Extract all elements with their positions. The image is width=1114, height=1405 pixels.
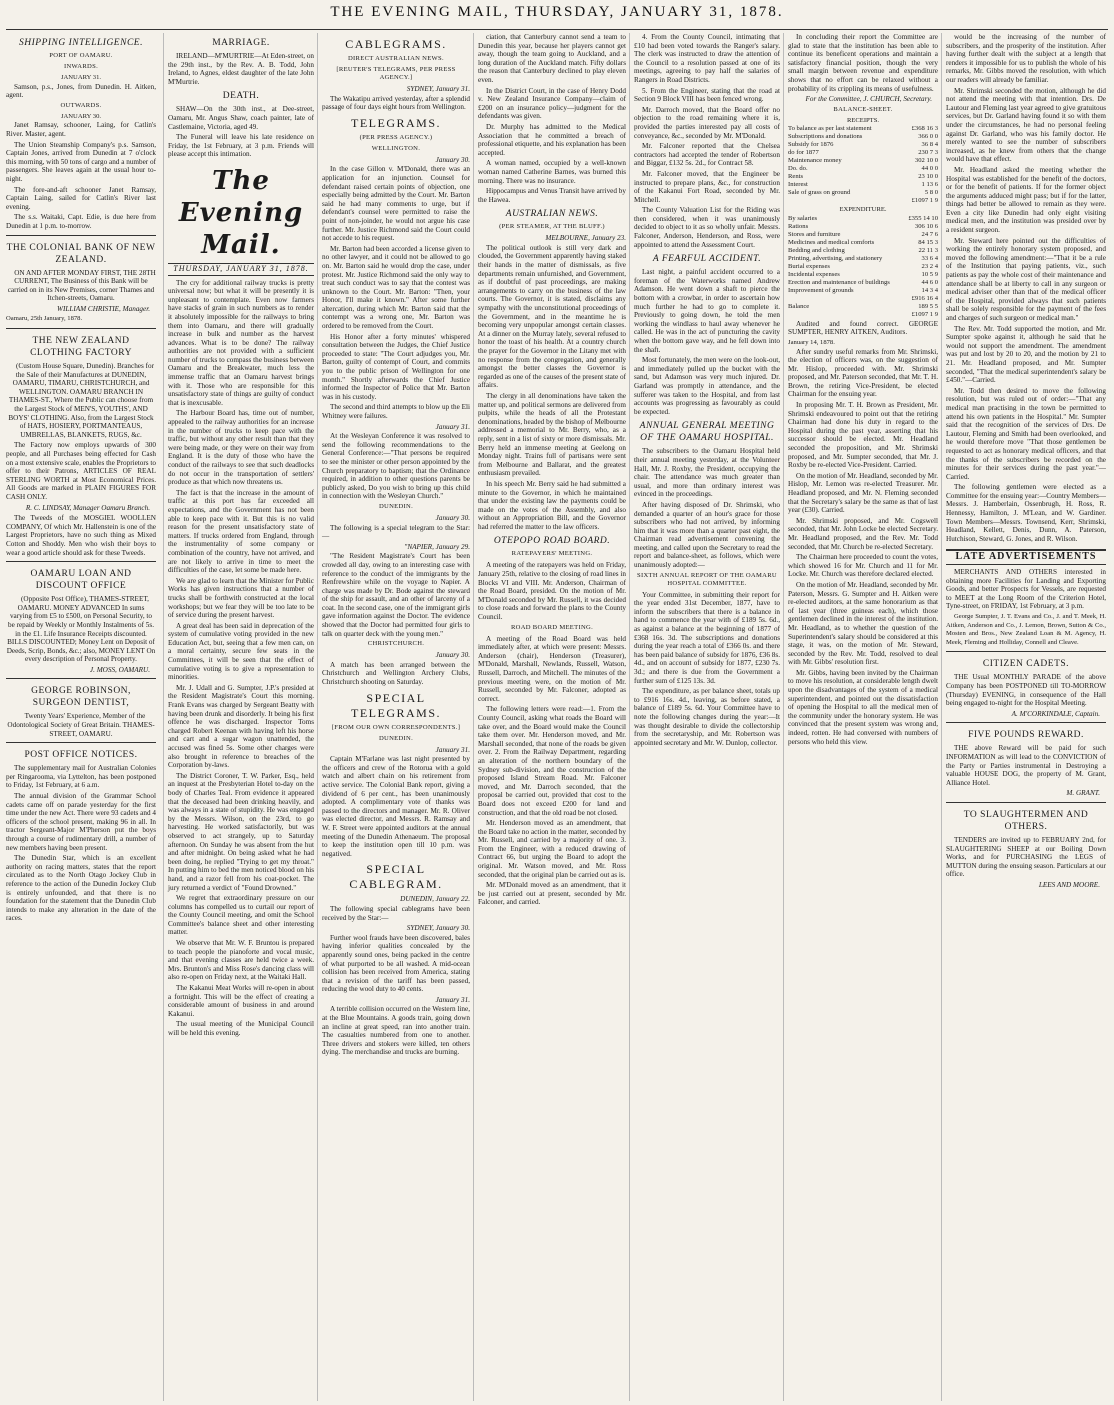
- port-heading: PORT OF OAMARU.: [49, 52, 113, 59]
- clergy-text: The clergy in all denominations have taken the matter up, and political sermons are delivered from pulpits, while the heads of all the Protestant denominations, headed by the bishop of Melbourne addressed a memorial to Mr. Berry, who, as a reply, sent in a list of sixty or more dismissals. Mr. Berry held an immense meeting at Geelong on Monday night. Trains full of partisans were sent from Melbourne and Ballarat, and the greatest enthusiasm prevailed.: [478, 391, 626, 478]
- receipts-row: [788, 189, 938, 197]
- hawea-text: Hippocampus and Venus Transit have arrived by the Hawea.: [478, 187, 626, 204]
- expenditure-item: Stores and furniture: [788, 230, 841, 238]
- funeral-text: The Funeral will leave his late residence on Friday, the 1st February, at 3 p.m. Friends will please accept this intimation.: [168, 133, 314, 159]
- meeting-text-4: Mr. Shrimski proposed, and Mr. Cogswell seconded, that Mr. John Locke be elected Secretary. Mr. Headland proposed, and the Rev. Mr. Todd seconded, that Mr. Church be re-elected Secretary.: [788, 516, 938, 551]
- expenditure-amount: 10 5 9: [921, 270, 938, 278]
- waitaki-text: The s.s. Waitaki, Capt. Edie, is due here from Dunedin at 1 p.m. to-morrow.: [6, 213, 156, 230]
- grammar-text: The annual division of the Grammar School cadets came off on parade yesterday for the first time under the new Act. There were 93 cadets and 4 officers of the school present, making 96 in all. In tractor Sergeant-Major M'Pherson put the boys through a course of rudimentary drill, a number of new members having been present.: [6, 792, 156, 852]
- receipts-amount: 36 8 4: [921, 141, 938, 149]
- special-cablegram-heading: SPECIAL CABLEGRAM.: [349, 862, 443, 892]
- expenditure-row: [788, 247, 938, 255]
- continuation-text-7: The following gentlemen were elected as a Committee for the ensuing year:—Country Members—Messrs. J. Hamberlain, Ossenbrugh, H. Ross, R. Hennessy, Hamilton, J. M'Lean, and W. Gardiner. Town Members—Messrs. Townsend, Kerr, Shrimski, Headland, Kellett, Denis, Dunn, A. Paterson, Hutchison, Steward, G. Jones, and R. Wilson.: [946, 483, 1106, 543]
- wellington-dateline: January 30.: [435, 155, 470, 164]
- column-5: [629, 33, 784, 1401]
- receipts-amount: 44 0 0: [921, 165, 938, 173]
- auditors-text: Audited and found correct. GEORGE SUMPTER, HENRY AITKEN, Auditors.: [788, 319, 938, 337]
- receipts-item: Interest: [788, 181, 808, 189]
- union-text: The Union Steamship Company's p.s. Samson, Captain Jones, arrived from Dunedin at 7 o'clock this morning, with 50 tons of cargo and a number of passengers. She leaves again at the usual hour to-night.: [6, 140, 156, 183]
- letter-4-text: 4. From the County Council, intimating that £10 had been voted towards the Ranger's salary. The clerk was instructed to draw the attention of the Council to a resolution passed at one of its meetings, agreeing to pay half the salaries of Rangers in Road Districts.: [634, 33, 780, 84]
- column-6: [783, 33, 942, 1401]
- school-text: A great deal has been said in deprecation of the system of cumulative voting provided in the new Education Act, but, seeing that a few men can, on a moral certainty, secure few seats in the Committees, it will be seen that the effect of cumulative voting is to give a representation to minorities.: [168, 621, 314, 682]
- post-text: The supplementary mail for Australian Colonies per Ringarooma, via Lyttelton, has been postponed to Friday, 1st February, at 6 a.m.: [6, 764, 156, 790]
- christchurch-text: A match has been arranged between the Christchurch and Wellington Archery Clubs, Christchurch shooting on Saturday.: [322, 660, 470, 687]
- intro-text: ciation, that Canterbury cannot send a team to Dunedin this year, because her players cannot get away, though the team going to Auckland, and a long duration of the Auckland match. Fifty dollars the reason that Canterbury declined to play eleven even.: [478, 33, 626, 84]
- wellington-text-1: In the case Gillon v. M'Donald, there was an application for an injunction. Counsel for defendant raised certain points of objection, one especially being admitted by the Court. Mr. Barton said he had many comments to urge, but if defendant's counsel were permitted to raise the point of non-joinder, he would not argue his case further. Mr. Justice Richmond said the Court could not accede to his request.: [322, 165, 470, 243]
- expenditure-row: [788, 231, 938, 239]
- loan-signature: J. MOSS, OAMARU.: [89, 665, 150, 674]
- special-cablegram-text-2: Further wool frauds have been discovered, bales having inferior qualities concealed by the apparently sound ones, being packed in the centre of what purported to be all washed. A mid-ocean collision has been received from America, stating that a revision of the tariff has been passed, reducing the wool duty to 40 cents.: [322, 933, 470, 994]
- wellington-heading: WELLINGTON.: [371, 144, 421, 152]
- dunedin-heading: DUNEDIN.: [378, 502, 414, 510]
- report-text: Your Committee, in submitting their report for the year ended 31st December, 1877, have to inform the subscribers that there is a balance in hand to commence the year with of £189 5s. 6d., as against a balance at the beginning of 1877 of £368 16s. 3d. The subscriptions and donations during the year reach a total of £366 0s. and there has been paid balance of subsidy for 1876, £36 8s. 4d., and on account of subsidy for 1877, £230 7s. 3d.; and there is due from the Government a further sum of £125 13s. 3d.: [634, 590, 780, 685]
- marriage-heading: MARRIAGE.: [212, 38, 270, 48]
- expenditure-item: Medicines and medical comforts: [788, 238, 875, 246]
- court-text: Mr. J. Udall and G. Sumpter, J.P.'s presided at the Resident Magistrate's Court this morning. Frank Evans was charged by Sergeant Beatty with having been drunk and disorderly. It being his first offence he was discharged. Inspector Toms charged Robert Keenan with having left his horse and cart and a sugar wagon unattended, the accused was fined 5s. Some other charges were also brought in reference to breaches of the Corporation by-laws.: [168, 683, 314, 770]
- report-text-2: The expenditure, as per balance sheet, totals up to £916 16s. 4d., leaving, as before stated, a balance of £189 5s. 6d. Your Committee have to note the following changes during the year:—It was thought desirable to divide the collectorship from the secretaryship, and Mr. Robertson was appointed secretary and Mr. W. Dunlop, collector.: [634, 687, 780, 747]
- wellington-text-2: Mr. Barton had been accorded a license given to no other lawyer, and it could not be allowed to go on. Mr. Barton said he would drop the case, under protest. Mr. Justice Richmond said the only way to treat such conduct was to say that the contest was unknown to the Court. Mr. Barton: "Then, your Honor, I'll make it known." After some further altercation, during which Mr. Barton said that the contempt was a wrong one, Mr. Barton was ordered to be removed from the Court.: [322, 244, 470, 331]
- expenditure-amount: 44 6 0: [921, 278, 938, 286]
- receipts-item: Maintenance money: [788, 157, 842, 165]
- engineer-text: 5. From the Engineer, stating that the road at Section 9 Block VIII has been fenced wrong.: [634, 86, 780, 104]
- receipts-table: [788, 125, 938, 197]
- christchurch-heading: CHRISTCHURCH.: [367, 640, 425, 648]
- wellington-text-3: His Honor after a forty minutes' whispered consultation between the Judges, the Chief Justice proceeded to state: "The Court adjudges you, Mr. Barton, guilty of contempt of Court, and commits you to the public prison of Wellington for one month." Shortly afterwards the Chief Justice informed the Inspector of Police that Mr. Barton was in his custody.: [322, 332, 470, 401]
- receipts-total: £1097 1 9: [911, 197, 938, 205]
- report-heading: SIXTH ANNUAL REPORT OF THE OAMARU HOSPITAL COMMITTEE.: [637, 571, 777, 587]
- melbourne-dateline: MELBOURNE, January 23.: [545, 234, 626, 243]
- cadets-heading: CITIZEN CADETS.: [982, 659, 1070, 670]
- loan-heading: OAMARU LOAN AND DISCOUNT OFFICE: [30, 569, 132, 592]
- expenditure-row: [788, 263, 938, 271]
- column-1: [6, 33, 160, 1401]
- slaughtermen-text: TENDERS are invited up to FEBRUARY 2nd, for SLAUGHTERING SHEEP at our Boiling Down Works, and for PURCHASING the LEGS of MUTTON during the ensuing season. Particulars at our office.: [946, 835, 1106, 879]
- slaughtermen-heading: TO SLAUGHTERMEN AND OTHERS.: [963, 809, 1089, 832]
- receipts-item: Subscriptions and donations: [788, 133, 863, 141]
- special-cablegram-sydney: SYDNEY, January 30.: [406, 924, 470, 933]
- accident-heading: A FEARFUL ACCIDENT.: [652, 254, 762, 265]
- christchurch-dateline: January 30.: [435, 651, 470, 660]
- dunedin-2-heading: DUNEDIN.: [378, 734, 414, 742]
- napier-text: "The Resident Magistrate's Court has been crowded all day, owing to an interesting case with reference to the conduct of the immigrants by the Renfrewshire while on the voyage to Napier. A charge was made by Dr. Bode against the steward of the ship for assault, and an other of larceny of a coat. In the second case, one of the immigrant girls gave information against the Doctor. The evidence showed that the Doctor had permitted four girls to talk on quarter deck with the young men.": [322, 552, 470, 638]
- cadets-text: THE Usual MONTHLY PARADE of the above Company has been POSTPONED till TO-MORROW (Thursday) EVENING, in consequence of the Hall being engaged to-night for the Hospital Meeting.: [946, 673, 1106, 708]
- masthead: THE EVENING MAIL, THURSDAY, JANUARY 31, 1878.: [330, 4, 784, 20]
- bank-text: ON AND AFTER MONDAY FIRST, THE 28TH CURRENT, The Business of this Bank will be carried on in its New Premises, corner Thames and Itchen-streets, Oamaru.: [7, 268, 156, 303]
- outwards-text: Janet Ramsay, schooner, Laing, for Catlin's River. Master, agent.: [6, 121, 156, 138]
- newspaper-logo: The Evening Mail.: [178, 165, 304, 260]
- henderson-text: Mr. Henderson moved as an amendment, that the Board take no action in the matter, seconded by Mr. Russell, and carried by a majority of one. 3. From the Engineer, with a reduced drawing of Contract 66, but urging the Board to adopt the original. Mr. Watson moved, and Mr. Ross seconded, that the original plan be carried out as is.: [478, 819, 626, 879]
- expenditure-amount: 22 11 3: [918, 246, 938, 254]
- australian-news-heading: AUSTRALIAN NEWS.: [505, 209, 599, 220]
- expenditure-table: [788, 215, 938, 295]
- falconer-text: Mr. Falconer reported that the Chelsea contractors had accepted the tender of Robertson and Biggar, £132 5s. 2d., for Contract 58.: [634, 142, 780, 168]
- music-text: We observe that Mr. W. F. Bruntou is prepared to teach people the pianoforte and vocal music, and that evening classes are held twice a week. Mrs. Brunton's and Miss Rose's dancing class will also re-open on Friday next, at the Waitaki Hall.: [168, 939, 314, 982]
- lindsay-signature: R. C. LINDSAY, Manager Oamaru Branch.: [25, 503, 150, 512]
- dentist-heading: GEORGE ROBINSON, SURGEON DENTIST,: [31, 686, 131, 709]
- expenditure-amount: 84 15 3: [918, 238, 938, 246]
- report-signature: For the Committee, J. CHURCH, Secretary.: [805, 95, 932, 104]
- expenditure-item: Erection and maintenance of buildings: [788, 278, 890, 286]
- district-court-text: In the District Court, in the case of Henry Dodd v. New Zealand Insurance Company—claim of £200 on an insurance policy—judgment for the defendants was given.: [478, 86, 626, 121]
- receipts-item: Subsidy for 1876: [788, 141, 834, 149]
- meeting-text-6: On the motion of Mr. Headland, seconded by Mr. Paterson, Messrs. G. Sumpter and H. Aitken were re-elected auditors, at the same honorarium as that of last year (three guineas each), which those gentlemen declined in the interest of the institution. Mr. Headland, as to whether the question of the Superintendent's salary should be considered at this stage, it was, on the motion of Mr. Steward, seconded by the Rev. Mr. Todd, resolved to deal with Mr. Gibbs' resolution first.: [788, 580, 938, 667]
- receipts-label: RECEIPTS.: [846, 116, 880, 124]
- kakanui-text: The Kakanui Meat Works will re-open in about a fortnight. This will be the effect of creating a considerable amount of business in and around Kakanui.: [168, 984, 314, 1018]
- hospital-text-2: After having disposed of Dr. Shrimski, who demanded a quarter of an hour's grace for those subscribers who had not arrived, by informing him that it was more than a quarter past eight, the Chairman read advertisement convening the meeting, and called upon the Secretary to read the report and balance-sheet, as follows, which were unanimously adopted:—: [634, 500, 780, 570]
- clothing-text-2: The Factory now employs upwards of 300 people, and all Purchases being effected for Cash on a most extensive scale, enables the Proprietors to offer to their Patrons, ARTICLES OF REAL STERLING WORTH at Most Economical Prices. All Goods are marked in PLAIN FIGURES FOR CASH ONLY.: [6, 441, 156, 501]
- special-cablegram-jan31: January 31.: [435, 995, 470, 1004]
- column-4: [473, 33, 630, 1401]
- receipts-item: To balance as per last statement: [788, 125, 872, 133]
- speech-text: In his speech Mr. Berry said he had submitted a minute to the Governor, in which he maintained that under the existing law the payments could be made on the votes of the Assembly, and also without an Appropriation Bill, and the Governor had referred the matter to the law officers.: [478, 479, 626, 531]
- receipts-amount: 366 0 0: [918, 133, 938, 141]
- hospital-heading: ANNUAL GENERAL MEETING OF THE OAMARU HOSPITAL.: [639, 421, 775, 444]
- mosgiel-text: The Tweeds of the MOSGIEL WOOLLEN COMPANY, Of which Mr. Hallenstein is one of the Largest Proprietors, have no such thing as Mixed Cotton and Shoddy. Men who wish their boys to wear a good article should ask for these Tweeds.: [6, 514, 156, 557]
- continuation-text-1: would be the increasing of the number of subscribers, and the prosperity of the institution. After having further dealt with the subject at a length that renders it impossible for us to publish the whole of his remarks, Mr. Gibbs moved the resolution, with which our readers will already be familiar.: [946, 33, 1106, 84]
- telegrams-heading: TELEGRAMS.: [351, 115, 441, 130]
- wellington-text-5: At the Wesleyan Conference it was resolved to send the following recommendations to the General Conference:—"That persons be required to see the minister or other person appointed by the Church preparatory to baptism; that the Ordinance required, in addition to other questions parents be publicly asked, Do you wish to bring up this child in connection with the Wesleyan Church.": [322, 432, 470, 501]
- dunedin-dateline: January 30.: [435, 513, 470, 522]
- special-cablegram-dateline: DUNEDIN, January 22.: [400, 895, 470, 904]
- dunedin-2-dateline: January 31.: [435, 745, 470, 754]
- merchants-names: George Sumpter, J. T. Evans and Co., J. and T. Meek, H. Aitken, Anderson and Co., J. Lemon, Brown, Sutton & Co., Mosten and Bros., New Zealand Loan & M. Agency, H. Meek, Fleming and Holliday, Connell and Cleave.: [946, 613, 1106, 646]
- receipts-row: [788, 173, 938, 181]
- ratepayers-text: A meeting of the ratepayers was held on Friday, January 25th, relative to the closing of road lines in Blocks VI and VIII. Mr. Anderson, Chairman of the Road Board, presided. On the motion of Mr. M'Donald seconded by Mr. Russell, it was decided to close roads and forward the plans to the County Council.: [478, 561, 626, 622]
- receipts-row: [788, 141, 938, 149]
- masthead-rule: [6, 29, 1108, 30]
- receipts-row: [788, 149, 938, 157]
- receipts-item: do for 1877: [788, 149, 819, 157]
- expenditure-item: Rations: [788, 222, 809, 230]
- expenditure-row: [788, 215, 938, 223]
- continuation-text-4: Mr. Steward here pointed out the difficulties of working the entirely honorary system proposed, and moved the following amendment:—"That it be a rule of the Institution that paying patients, viz., such patients as pay the whole cost of their maintenance and attendance shall be at liberty to call in any surgeon or medical adviser other than that of the medical officer of the Hospital, provided always that such patients shall be solely responsible for the payment of the fees and charges of such surgeon or medical man.": [946, 236, 1106, 322]
- outwards-date: JANUARY 30.: [60, 112, 102, 120]
- leader-text-4: We are glad to learn that the Minister for Public Works has given instructions that a number of trucks shall be forthwith constructed at the local workshops; but we fear they will be too late to be of service during the present harvest.: [168, 576, 314, 620]
- newspaper-columns: [6, 33, 1108, 1401]
- inwards-text: Samson, p.s., Jones, from Dunedin. H. Aitken, agent.: [6, 82, 156, 100]
- marriage-text: IRELAND—M'MURTRIE—At Eden-street, on the 29th inst., by the Rev. A. B. Todd, John Ireland, to Agnes, eldest daughter of the late John M'Murtrie.: [168, 52, 315, 86]
- receipts-amount: 230 7 3: [918, 149, 938, 157]
- expenditure-amount: 306 10 6: [914, 222, 938, 230]
- expenditure-row: [788, 287, 938, 295]
- bank-heading: THE COLONIAL BANK OF NEW ZEALAND.: [6, 242, 156, 265]
- expenditure-amount: 33 6 4: [921, 254, 938, 262]
- darroch-text: Mr. Darroch moved, that the Board offer no objection to the road remaining where it is, provided the parties interested pay all costs of conveyance, &c., seconded by Mr. M'Donald.: [634, 105, 780, 140]
- letters-text: The following letters were read:—1. From the County Council, asking what roads the Board will take over, and the Board would make the Council take them over. Mr. Henderson moved, and Mr. Marshall seconded, that none of the roads be given over. 2. From the Railway Department, regarding an alteration of the northern boundary of the Sydney sub-division, and the construction of the proposed Island Stream Road. Mr. Falconer moved, and Mr. Darroch seconded, that the proposal be carried out, provided that cost to the Board does not exceed £200 for land and construction, and that the old road be not closed.: [478, 705, 626, 817]
- leader-text-3: The fact is that the increase in the amount of traffic at this port has far exceeded all expectations, and the Government has not been able to keep pace with it. But this is no valid reason for the present unsatisfactory state of matters. If trucks ordered from England, through the instrumentality of some company or combination of the country, have not arrived, and are not likely to arrive in time to meet the difficulties of the case, let some be made here.: [168, 488, 314, 575]
- audit-date: January 14, 1878.: [788, 338, 835, 346]
- clothing-text: (Custom House Square, Dunedin). Branches for the Sale of their Manufactures at DUNEDIN, OAMARU, TIMARU, CHRISTCHURCH, and WELLINGTON. OAMARU BRANCH IN THAMES-ST., Where the Public can choose from the Largest Stock of MEN'S, YOUTHS', AND BOYS' CLOTHING. Also, from the Largest Stock of HATS, HOSIERY, PORTMANTEAUS, UMBRELLAS, BLANKETS, RUGS, &c.: [8, 362, 154, 439]
- meeting-text-1: After sundry useful remarks from Mr. Shrimski, the election of officers was, on the suggestion of Mr. Hislop, proceeded with. Mr. Shrimski proposed, and Mr. Paterson seconded, that Mr. T. H. Brown, the retiring Vice-President, be elected Chairman for the ensuing year.: [788, 347, 938, 399]
- expenditure-item: Printing, advertising, and stationery: [788, 254, 883, 262]
- expenditure-row: [788, 279, 938, 287]
- leader-text-2: The Harbour Board has, time out of number, appealed to the railway authorities for an increase in the number of trucks to keep pace with the traffic, but without any other result than that they were being made, or they were on their way from England. It is the duty of those who have the conduct of the railways to see that such deadlocks do not occur in the transportation of settlers' produce as that which now threatens us.: [168, 409, 314, 487]
- dentist-text: Twenty Years' Experience, Member of the Odontological Society of Great Britain. THAMES-STREET, OAMARU.: [7, 712, 155, 738]
- receipts-row: [788, 165, 938, 173]
- expenditure-subtotal: £916 16 4: [911, 294, 938, 302]
- dunedin-star-text: The Dunedin Star, which is an excellent authority on racing matters, states that the report circulated as to the North Otago Jockey Club in reference to the action of the Dunedin Jockey Club is entirely unfounded, and that there is no foundation for the statement that the Dunedin Club intends to make any alteration in the date of the races.: [6, 854, 156, 923]
- column-3: [317, 33, 474, 1401]
- special-telegrams-subheading: [FROM OUR OWN CORRESPONDENTS.]: [331, 723, 461, 731]
- report-continuation: In concluding their report the Committee are glad to state that the institution has been able to continue its beneficent operations and maintain a satisfactory financial position, though the very small margin between revenue and expenditure shows that no effort can be relaxed without a probability of its crippling its means of usefulness.: [788, 33, 938, 93]
- bank-signature: WILLIAM CHRISTIE, Manager.: [56, 304, 150, 313]
- expenditure-amount: £355 14 10: [908, 214, 938, 222]
- political-text: The political outlook is still very dark and clouded, the Government apparently having staked their hands in the matter of dismissals, as five departments remain unfurnished, and Government, as if doubtful of past proceedings, are making arrangements to carry on the business of the law courts. The Governor, it is stated, disclaims any sympathy with the unconstitutional proceedings of the Government, and in the meantime he is becoming very unpopular amongst certain classes. At a dinner on the Murray lately, several refused to honor the toast of his health. At a country church the prayer for the Governor in the Litany met with no response from the congregation, and generally amongst the better classes the Governor is regarded as one of the causes of the present state of affairs.: [478, 243, 626, 390]
- receipts-row: [788, 125, 938, 133]
- expenditure-row: [788, 255, 938, 263]
- press-agency-note: (PER PRESS AGENCY.): [359, 133, 433, 141]
- column-7: [941, 33, 1110, 1401]
- expenditure-row: [788, 271, 938, 279]
- late-advertisements-heading: LATE ADVERTISEMENTS: [946, 549, 1106, 565]
- fire-text: A woman named, occupied by a well-known woman named Catherine Barnes, was burned this morning. There was no insurance.: [478, 159, 626, 185]
- expenditure-amount: 23 2 4: [921, 262, 938, 270]
- loan-text: (Opposite Post Office), THAMES-STREET, OAMARU. MONEY ADVANCED In sums varying from £5 to £500, on Personal Security, to be repaid by Weekly or Monthly Instalments of 5s. in the £1. Life Insurance Receipts discounted. BILLS DISCOUNTED; Money Lent on Deposit of Deeds, Scrip, Bonds, &c.; also, MONEY LENT On every description of Personal Property.: [6, 595, 156, 664]
- shipping-heading: SHIPPING INTELLIGENCE.: [19, 38, 143, 48]
- meeting-text-5: The Chairman here proceeded to count the votes, which showed 16 for Mr. Church and 11 for Mr. Locke. Mr. Church was therefore declared elected.: [788, 553, 938, 579]
- expenditure-label: EXPENDITURE.: [839, 205, 887, 213]
- death-text: SHAW—On the 30th inst., at Dee-street, Oamaru, Mr. Angus Shaw, coach painter, late of Castlemaine, Victoria, aged 49.: [168, 105, 314, 131]
- council-text: The usual meeting of the Municipal Council will be held this evening.: [168, 1020, 314, 1037]
- receipts-amount: 5 8 0: [924, 189, 938, 197]
- death-heading: DEATH.: [222, 91, 260, 102]
- otepopo-heading: OTEPOPO ROAD BOARD.: [493, 536, 611, 547]
- leader-text-1: The cry for additional railway trucks is pretty universal now; but what it will be presently it is unpleasant to contemplate. Even now farmers have stacks of grain in such numbers as to render it absolutely impossible for the railways to bring them into Oamaru, and there will gradually increase in bulk and number as the harvest advances. What is to be done? The railway authorities are not provided with a sufficient number of trucks to compass the business between Oamaru and the Breakwater, much less the immense traffic that an Oamaru harvest brings with it. Those who are responsible for this unsatisfactory state of things are guilty of conduct that is inexcusable.: [168, 278, 314, 407]
- continuation-text-6: Mr. Todd then desired to move the following resolution, but was ruled out of order:—"That any medical man practising in the town be permitted to attend his own patients in the Hospital." Mr. Sumpter said that the recognition of the services of Drs. De Lautour, Fleming and Smith had been overlooked, and he would therefore move "That those gentlemen be requested to act as honorary medical officers, and that the thanks of the subscribers be recorded on the minutes for their services during the past year."—Carried.: [946, 386, 1106, 481]
- bank-date: Oamaru, 25th January, 1878.: [6, 315, 83, 323]
- wellington-dateline-2: January 31.: [435, 422, 470, 431]
- clothing-heading: THE NEW ZEALAND CLOTHING FACTORY: [30, 336, 132, 359]
- expenditure-item: Bedding and clothing: [788, 246, 845, 254]
- reward-signature: M. GRANT.: [1066, 789, 1100, 798]
- merchants-ad: MERCHANTS AND OTHERS interested in obtaining more Facilities for Landing and Exporting Goods, and better Prospects for Vessels, are requested to MEET at the Long Room of the Criterion Hotel, Tyne-street, on FRIDAY, 1st February, at 3 p.m.: [946, 568, 1106, 611]
- dunedin-2-text: Captain M'Farlane was last night presented by the officers and crew of the Rotorua with a gold watch and albert chain on his retirement from active service. The Colonial Bank report, giving a dividend of 6 per cent., has been unanimously adopted. A complimentary vote of thanks was passed to the directors and manager. Mr. R. Oliver was elected director, and Messrs. R. Ramsay and W. F. Street were appointed auditors at the annual meeting of the Dunedin Athenaeum. The proposal to keep the institution open till 10 p.m. was negatived.: [322, 755, 470, 858]
- reward-text: THE above Reward will be paid for such INFORMATION as will lead to the CONVICTION of the Party or Parties instrumental in Destroying a valuable HOUSE DOG, the property of M. Grant, Alliance Hotel.: [946, 744, 1106, 787]
- hospital-text-1: The subscribers to the Oamaru Hospital held their annual meeting yesterday, at the Volunteer Hall, Mr. J. Roxby, the President, occupying the chair. The attendance was much greater than usual, and more than ordinary interest was evinced in the proceedings.: [634, 447, 780, 499]
- road-board-text: A meeting of the Road Board was held immediately after, at which were present: Messrs. Anderson (chair), Henderson (Treasurer), M'Donald, Marshall, Newlands, Russell, Watson, Russell, Darroch, and Mitchell. The minutes of the previous meeting were, on the motion of Mr. Russell, seconded by Mr. Falconer, adopted as correct.: [478, 634, 626, 703]
- valuation-text: The County Valuation List for the Riding was then considered, when it was unanimously decided to object to it as so wholly unfair. Messrs. Falconer, Anderson, Henderson, and Ross, were appointed to attend the Assessment Court.: [634, 206, 780, 249]
- leader-dateline: THURSDAY, JANUARY 31, 1878.: [168, 263, 314, 276]
- outwards-heading: OUTWARDS.: [60, 101, 102, 109]
- expenditure-amount: 14 3 4: [921, 286, 938, 294]
- ramsay-text: The fore-and-aft schooner Janet Ramsay, Captain Laing, sailed for Catlin's River last evening.: [6, 185, 156, 211]
- slaughtermen-signature: LEES AND MOORE.: [1038, 880, 1100, 889]
- expenditure-total: £1097 1 9: [911, 311, 938, 319]
- engineer-2-text: Mr. Falconer moved, that the Engineer be instructed to prepare plans, &c., for construction of the Kakanui Fort Road, seconded by Mr. Mitchell.: [634, 169, 780, 204]
- receipts-amount: 302 10 0: [914, 157, 938, 165]
- expenditure-row: [788, 223, 938, 231]
- balance-sheet-heading: BALANCE-SHEET.: [833, 105, 893, 113]
- expenditure-amount: 24 7 6: [921, 230, 938, 238]
- continuation-text-3: Mr. Headland asked the meeting whether the Hospital was established for the benefit of the doctors, or for the benefit of patients. If for the former object the arguments adduced might pass; but if for the latter, things had better be allowed to remain as they were. Even a city like Dunedin had only eight visiting medical men, and the institution was presided over by a resident surgeon.: [946, 165, 1106, 235]
- receipts-amount: 23 10 0: [918, 173, 938, 181]
- sydney-text: The Wakatipu arrived yesterday, after a splendid passage of four days eight hours from Wellington.: [322, 94, 470, 112]
- balance-row: [788, 303, 938, 311]
- road-board-heading: ROAD BOARD MEETING.: [510, 623, 594, 631]
- meeting-text-3: On the motion of Mr. Headland, seconded by Mr. Hislop, Mr. Lemon was re-elected Treasurer. Mr. Headland proposed, and Mr. N. Fleming seconded that the Secretary's salary be the same as that of last year (£30). Carried.: [788, 471, 938, 515]
- sydney-dateline: SYDNEY, January 31.: [406, 85, 470, 93]
- ratepayers-heading: RATEPAYERS' MEETING.: [511, 550, 593, 558]
- expenditure-item: Burial expenses: [788, 262, 830, 270]
- expenditure-row: [788, 239, 938, 247]
- receipts-item: Sale of grass on ground: [788, 189, 851, 197]
- balance-amount: 189 5 5: [918, 303, 938, 311]
- murphy-text: Dr. Murphy has admitted to the Medical Association that he committed a breach of professional etiquette, and his explanation has been accepted.: [478, 122, 626, 157]
- receipts-amount: £368 16 3: [911, 125, 938, 133]
- inwards-heading: INWARDS.: [63, 63, 99, 70]
- accident-text-2: Most fortunately, the men were on the look-out, and immediately pulled up the bucket with the sand, but Adamson was very much injured. Dr. Garland was promptly in attendance, and the sufferer was taken to the Hospital, and from last accounts was progressing as favourably as could be expected.: [634, 356, 780, 416]
- cadets-signature: A. M'CORKINDALE, Captain.: [1011, 709, 1100, 718]
- post-heading: POST OFFICE NOTICES.: [24, 750, 138, 761]
- napier-dateline: "NAPIER, January 29.: [404, 542, 470, 551]
- receipts-amount: 1 13 6: [921, 181, 938, 189]
- exhibition-text: We regret that extraordinary pressure on our columns has compelled us to curtail our report of the County Council meeting, and omit the School Committee's balance sheet and other interesting matter.: [168, 894, 314, 937]
- expenditure-item: By salaries: [788, 214, 818, 222]
- receipts-row: [788, 157, 938, 165]
- expenditure-item: Improvement of grounds: [788, 286, 854, 294]
- receipts-item: Rents: [788, 173, 804, 181]
- balance-label: Balance: [788, 303, 810, 311]
- dunedin-text: The following is a special telegram to the Star:—: [322, 523, 470, 541]
- continuation-text-5: The Rev. Mr. Todd supported the motion, and Mr. Sumpter spoke against it, although he said that he would not support the amendment. The amendment was put and lost by 20 to 20, and the motion by 21 to 21. Mr. Headland proposed, and Mr. Sumpter seconded, "That the medical superintendent's salary be £450."—Carried.: [946, 324, 1106, 385]
- australian-news-subheading: (PER STEAMER, AT THE BLUFF.): [499, 223, 605, 231]
- wellington-text-4: The second and third attempts to blow up the Eli Whitney were failures.: [322, 403, 470, 420]
- reward-heading: FIVE POUNDS REWARD.: [968, 730, 1084, 741]
- expenditure-item: Incidental expenses: [788, 270, 840, 278]
- receipts-row: [788, 133, 938, 141]
- inquest-text: The District Coroner, T. W. Parker, Esq., held an inquest at the Presbyterian Hotel to-day on the body of Charles Teal. From evidence it appeared that the deceased had been drinking heavily, and was always in a state of stupidity. He was engaged by the Messrs. Wilson, on the 23rd, to go harvesting. He worked satisfactorily, but was observed to act strangely, up to Saturday afternoon. On Sunday he was absent from the hut and after midnight. On being asked what he had been doing, he replied "Trying to get my throat." In putting him to bed the men noticed blood on his hand, and a razor fell from his coat-pocket. The jury returned a verdict of "Found Drowned.": [168, 771, 314, 892]
- column-2: [163, 33, 318, 1401]
- meeting-text-2: In proposing Mr. T. H. Brown as President, Mr. Shrimski endeavoured to point out that the retiring Chairman had done his duty in regard to the Hospital during the past year, asserting that his successor should be elected. Mr. Headland seconded the proposition, and Mr. Shrimski proposed, and Mr. Sumpter seconded, that Mr. J. Roxby be re-elected Vice-President. Carried.: [788, 401, 938, 470]
- mdonald-text: Mr. M'Donald moved as an amendment, that it be just carried out at present, seconded by Mr. Falconer, and carried.: [478, 881, 626, 907]
- receipts-row: [788, 181, 938, 189]
- continuation-text-2: Mr. Shrimski seconded the motion, although he did not attend the meeting with that intention. Drs. De Lautour and Fleming last year agreed to give gratuitous services, but Dr. Garland having found it so with them under the circumstances, he had no personal feeling against Dr. Garland, who was his family doctor. He merely wanted to see the number of subscribers increased, as he knew from others that the change would have that effect.: [946, 86, 1106, 164]
- cablegrams-subheading: DIRECT AUSTRALIAN NEWS.: [348, 55, 444, 62]
- receipts-item: Do. do.: [788, 165, 808, 173]
- special-cablegram-text: The following special cablegrams have been received by the Star:—: [322, 904, 470, 922]
- special-cablegram-text-3: A terrible collision occurred on the Western line, at the Blue Mountains. A goods train, going down an incline at great speed, ran into another train. The casualties numbered from one to another. Three drivers and stokers were killed, ten others dying. The merchandise and trucks are burning.: [322, 1005, 470, 1057]
- cablegrams-heading: CABLEGRAMS.: [345, 37, 447, 51]
- special-telegrams-heading: SPECIAL TELEGRAMS.: [351, 690, 441, 720]
- inwards-date: JANUARY 31.: [60, 74, 102, 81]
- reuters-note: [REUTER'S TELEGRAMS, PER PRESS AGENCY.]: [336, 66, 456, 81]
- meeting-text-7: Mr. Gibbs, having been invited by the Chairman to move his resolution, at considerable length dwelt upon the disadvantages of the system of a medical superintendent, and pointed out the dissatisfaction of opening the Hospital to all the medical men of the community under the honorary system. He was convinced that the present system was wrong and, indeed, rotten. He had conversed with numbers of persons who held this view.: [788, 668, 938, 746]
- accident-text-1: Last night, a painful accident occurred to a foreman of the Waterworks named Andrew Adamson. He went down a shaft to pierce the bottom with a crowbar, in order to ascertain how much further he had to go to complete it. Previously to going down, he told the men working the windlass to haul away whenever he called. He was in the act of puncturing the cavity when the bottom gave way, and he fell down into the shaft.: [634, 268, 780, 354]
